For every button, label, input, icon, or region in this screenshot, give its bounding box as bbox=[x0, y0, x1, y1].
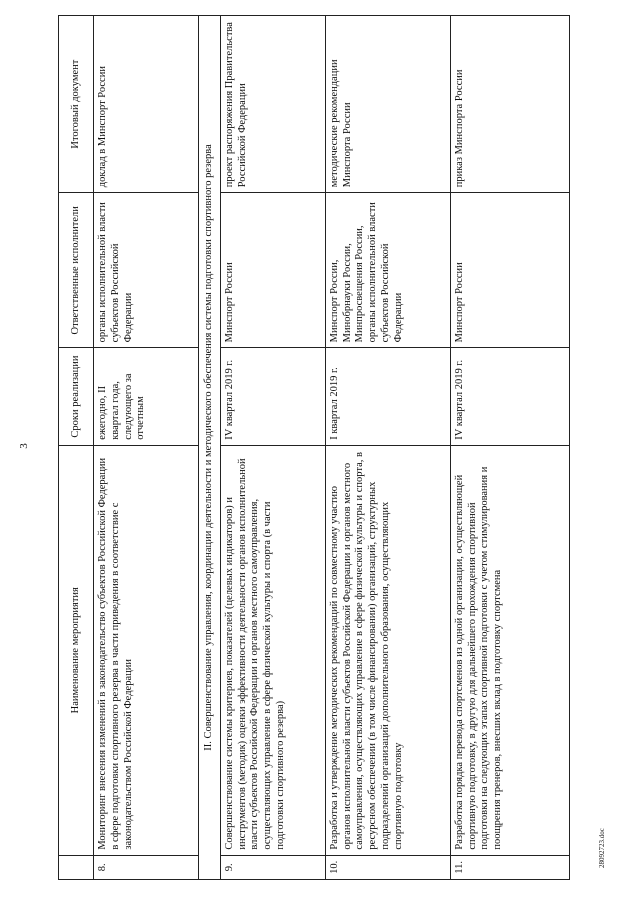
row-document: методические рекомендации Минспорта России bbox=[325, 16, 450, 193]
row-document: проект распоряжения Правительства Российской Федерации bbox=[220, 16, 325, 193]
document-code: 28092723.doc bbox=[598, 828, 606, 868]
header-responsible: Ответственные исполнители bbox=[59, 193, 94, 348]
measures-table bbox=[58, 15, 570, 880]
row-number: 9. bbox=[220, 855, 325, 879]
row-number: 8. bbox=[94, 855, 199, 879]
row-name: Разработка и утверждение методических рекомендаций по совместному участию органов исполнительной власти субъектов Российской Федерации и органов местного самоуправления, осуществляющих управление в сфере физической культуры и спорта, в ресурсном обеспечении (в том числе финансировании) организаций, структурных подразделений организаций дополнительного образования, осуществляющих спортивную подготовку bbox=[325, 445, 450, 855]
table-row bbox=[220, 16, 325, 880]
rotated-page-content bbox=[58, 15, 588, 880]
row-number: 10. bbox=[325, 855, 450, 879]
header-num bbox=[59, 855, 94, 879]
row-responsible: органы исполнительной власти субъектов Российской Федерации bbox=[94, 193, 199, 348]
section-row bbox=[199, 16, 221, 880]
row-number: 11. bbox=[450, 855, 569, 879]
row-term: IV квартал 2019 г. bbox=[450, 348, 569, 445]
row-document: доклад в Минспорт России bbox=[94, 16, 199, 193]
row-term: IV квартал 2019 г. bbox=[220, 348, 325, 445]
table-row bbox=[325, 16, 450, 880]
table-row bbox=[94, 16, 199, 880]
row-responsible: Минспорт России, Минобрнауки России, Минпросвещения России, органы исполнительной власти субъектов Российской Федерации bbox=[325, 193, 450, 348]
row-term: I квартал 2019 г. bbox=[325, 348, 450, 445]
header-name: Наименование мероприятия bbox=[59, 445, 94, 855]
section-title: II. Совершенствование управления, координации деятельности и методического обеспечения системы подготовки спортивного резерва bbox=[199, 16, 221, 880]
row-responsible: Минспорт России bbox=[220, 193, 325, 348]
row-responsible: Минспорт России bbox=[450, 193, 569, 348]
table-header-row bbox=[59, 16, 94, 880]
row-name: Разработка порядка перевода спортсменов из одной организации, осуществляющей спортивную подготовку, в другую для дальнейшего прохождения спортивной подготовки на следующих этапах спортивной подготовки с учетом стимулирования и поощрения тренеров, внесших вклад в подготовку спортсмена bbox=[450, 445, 569, 855]
table-row bbox=[450, 16, 569, 880]
header-term: Сроки реализации bbox=[59, 348, 94, 445]
header-document: Итоговый документ bbox=[59, 16, 94, 193]
row-document: приказ Минспорта России bbox=[450, 16, 569, 193]
row-name: Совершенствование системы критериев, показателей (целевых индикаторов) и инструментов (методик) оценки эффективности деятельности органов исполнительной власти субъектов Российской Федерации и органов местного самоуправления, осуществляющих управление в сфере физической культуры и спорта (в части подготовки спортивного резерва) bbox=[220, 445, 325, 855]
page-number: 3 bbox=[18, 443, 30, 449]
row-name: Мониторинг внесения изменений в законодательство субъектов Российской Федерации в сфере подготовки спортивного резерва в части приведения в соответствие с законодательством Российской Федерации bbox=[94, 445, 199, 855]
row-term: ежегодно, II квартал года, следующего за отчетным bbox=[94, 348, 199, 445]
